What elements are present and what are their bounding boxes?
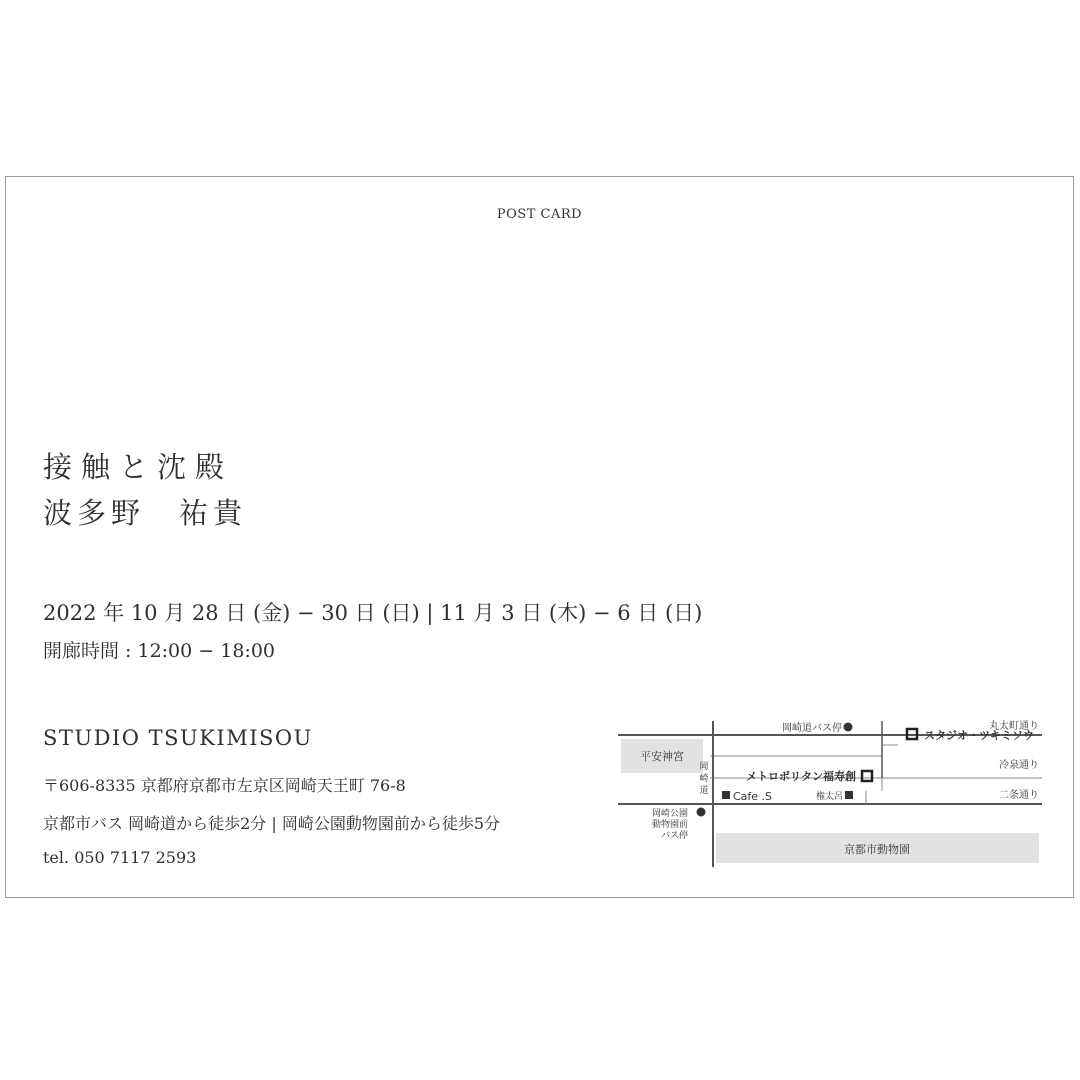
gontaro-marker bbox=[845, 791, 853, 799]
cafe-marker bbox=[722, 791, 730, 799]
studio-address: 〒606-8335 京都府京都市左京区岡崎天王町 76-8 bbox=[43, 776, 406, 795]
nijo-label: 二条通り bbox=[999, 790, 1039, 801]
postcard-label: POST CARD bbox=[496, 207, 583, 222]
zoo-bus-stop-label-1: 岡崎公園 bbox=[651, 809, 688, 819]
okazakimichi-bus-stop-label: 岡崎道バス停 bbox=[782, 723, 842, 734]
heian-jingu-label: 平安神宮 bbox=[640, 750, 684, 763]
reisen-label: 冷泉通り bbox=[999, 760, 1039, 771]
gontaro-label: 権太呂 bbox=[816, 792, 844, 802]
access-map bbox=[618, 707, 1042, 867]
cafe-label: Cafe .S bbox=[733, 790, 773, 803]
zoo-bus-stop-label-2: 動物園前 bbox=[651, 820, 688, 830]
artist-name: 波多野 祐貴 bbox=[43, 496, 248, 530]
metropolitan-label: メトロポリタン福寿創 bbox=[746, 770, 856, 783]
marutamachi-label: 丸太町通り bbox=[989, 721, 1039, 732]
okazakimichi-bus-stop-dot bbox=[844, 723, 853, 732]
opening-hours: 開廊時間 : 12:00 − 18:00 bbox=[43, 640, 275, 662]
bus-access: 京都市バス 岡崎道から徒歩2分 | 岡崎公園動物園前から徒歩5分 bbox=[43, 814, 501, 833]
zoo-bus-stop-label-3: バス停 bbox=[660, 831, 688, 841]
okazaki-michi-char-3: 道 bbox=[699, 786, 709, 796]
zoo-bus-stop-dot bbox=[697, 808, 706, 817]
studio-map-label: スタジオ・ツキミソウ bbox=[924, 729, 1034, 742]
postcard bbox=[5, 176, 1074, 898]
telephone: tel. 050 7117 2593 bbox=[43, 848, 197, 867]
okazaki-michi-char-1: 岡 bbox=[699, 762, 709, 772]
studio-name: STUDIO TSUKIMISOU bbox=[43, 726, 313, 750]
exhibition-dates: 2022 年 10 月 28 日 (金) − 30 日 (日) | 11 月 3 日 (木) − 6 日 (日) bbox=[43, 601, 703, 625]
exhibition-title: 接触と沈殿 bbox=[43, 450, 234, 484]
okazaki-michi-char-2: 崎 bbox=[699, 774, 709, 784]
zoo-label: 京都市動物園 bbox=[844, 843, 910, 856]
metropolitan-marker bbox=[862, 771, 872, 781]
